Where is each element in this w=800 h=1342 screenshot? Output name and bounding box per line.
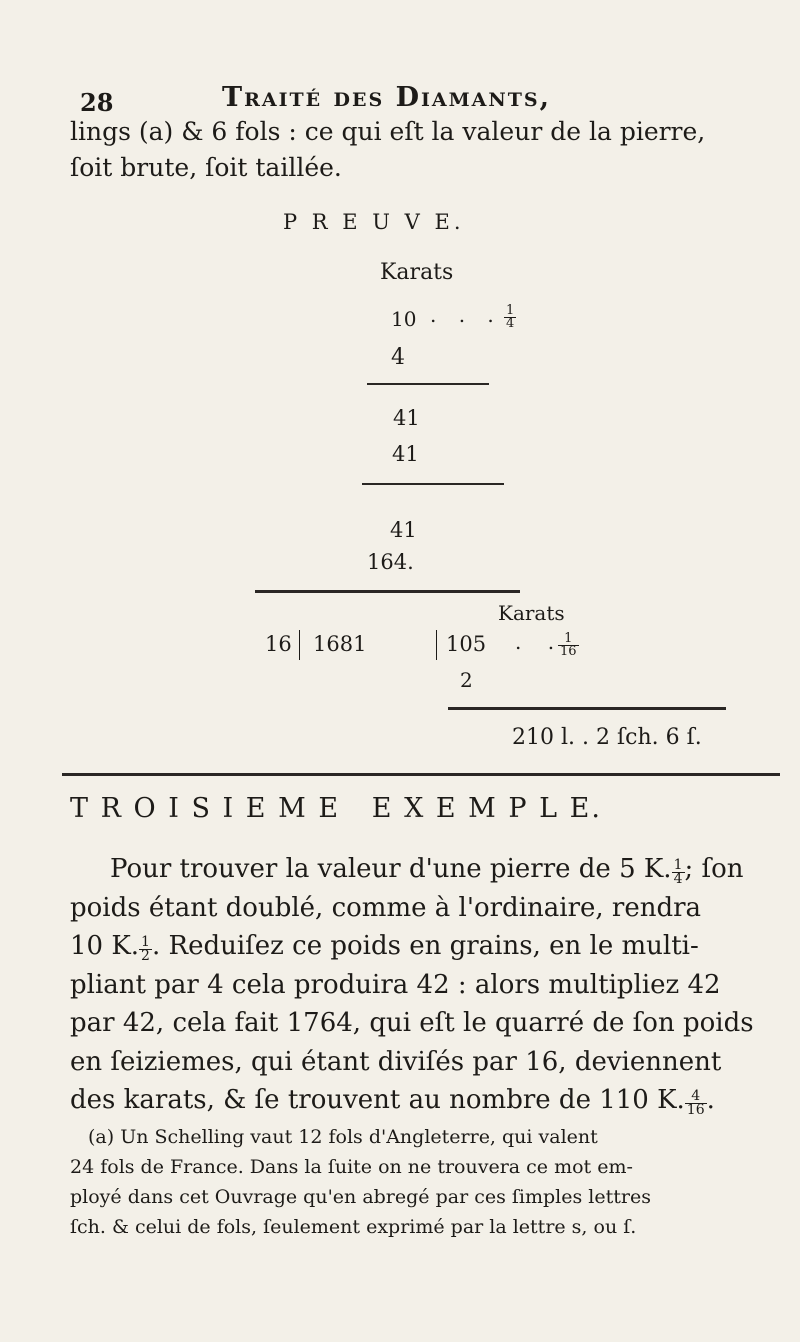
- intro-line-2: ſoit brute, ſoit taillée.: [70, 153, 342, 182]
- paragraph-line-2: poids étant doublé, comme à l'ordinaire, rendra: [70, 892, 702, 923]
- division-bar-2: [436, 630, 437, 660]
- paragraph-line-5: par 42, cela fait 1764, qui eſt le quarré de ſon poids: [70, 1008, 754, 1038]
- section-divider: [62, 773, 780, 776]
- calc-row1-fraction-num: 1: [506, 303, 515, 318]
- calc-rule-3: [255, 590, 520, 593]
- calc-rule-2: [362, 483, 504, 485]
- calc-result: 210 l. . 2 ſch. 6 ſ.: [512, 725, 702, 750]
- section-title: T R O I S I E M E E X E M P L E.: [70, 793, 602, 824]
- footnote: [70, 1122, 760, 1242]
- division-fraction: [558, 633, 579, 658]
- calc-line-164: 164.: [367, 550, 414, 574]
- footnote-line-1: (a) Un Schelling vaut 12 fols d'Angleterre, qui valent: [88, 1126, 598, 1148]
- calc-row1-value: 10: [391, 307, 417, 331]
- division-fraction-den: 16: [560, 644, 577, 659]
- example-paragraph: [70, 850, 760, 1120]
- paragraph-line-1-a: Pour trouver la valeur d'une pierre de 5 K.: [110, 854, 672, 884]
- intro-line-1: lings (a) & 6 fols : ce qui eſt la valeur de la pierre,: [70, 117, 706, 146]
- paragraph-line-7-fraction-den: 16: [686, 1102, 705, 1118]
- division-fraction-num: 1: [558, 633, 579, 646]
- paragraph-line-1: [70, 850, 760, 889]
- paragraph-line-1-fraction: [672, 859, 685, 886]
- paragraph-line-7-a: des karats, & ſe trouvent au nombre de 110 K.: [70, 1085, 685, 1115]
- paragraph-line-7-b: .: [706, 1085, 715, 1115]
- paragraph-line-3: [70, 927, 760, 966]
- footnote-line-4: ſch. & celui de fols, ſeulement exprimé par la lettre s, ou ſ.: [70, 1216, 637, 1238]
- calc-rule-4: [448, 707, 726, 710]
- page-number: 28: [80, 88, 114, 117]
- paragraph-line-1-b: ; ſon: [684, 854, 744, 884]
- division-dots: . .: [515, 630, 565, 654]
- division-remainder: 2: [460, 668, 473, 692]
- calc-line-41b: 41: [392, 442, 419, 466]
- paragraph-line-3-fraction-num: 1: [141, 934, 150, 950]
- calc-row1-fraction: [504, 305, 516, 330]
- paragraph-line-4: pliant par 4 cela produira 42 : alors multipliez 42: [70, 969, 721, 1000]
- paragraph-line-7: [70, 1081, 760, 1120]
- running-title: Traité des Diamants,: [222, 82, 552, 113]
- division-bar-1: [299, 630, 300, 660]
- paragraph-line-3-fraction-den: 2: [141, 948, 150, 964]
- calc-line-41c: 41: [390, 518, 417, 542]
- paragraph-line-1-fraction-num: 1: [673, 857, 683, 873]
- division-divisor: 16: [265, 632, 292, 656]
- paragraph-line-6: en ſeiziemes, qui étant diviſés par 16, deviennent: [70, 1046, 722, 1077]
- footnote-line-3: ployé dans cet Ouvrage qu'en abregé par ces ſimples lettres: [70, 1186, 651, 1208]
- preuve-heading: P R E U V E.: [283, 210, 465, 234]
- paragraph-line-7-fraction: [685, 1090, 707, 1117]
- calc-row1-dots: . . .: [430, 303, 502, 327]
- calc-line-41a: 41: [393, 406, 420, 430]
- paragraph-line-3-a: 10 K.: [70, 931, 140, 961]
- division-quotient: 105: [446, 632, 487, 656]
- karats-label: Karats: [380, 260, 454, 285]
- calc-row2-value: 4: [391, 345, 405, 370]
- division-dividend: 1681: [313, 632, 367, 656]
- paragraph-line-7-fraction-num: 4: [685, 1090, 707, 1104]
- footnote-line-2: 24 fols de France. Dans la ſuite on ne trouvera ce mot em-: [70, 1156, 633, 1178]
- karats-label-2: Karats: [498, 601, 565, 625]
- paragraph-line-3-fraction: [139, 936, 152, 963]
- paragraph-line-3-b: . Reduiſez ce poids en grains, en le multi-: [151, 931, 699, 961]
- calc-row1-fraction-den: 4: [506, 316, 515, 331]
- calc-rule-1: [367, 383, 489, 385]
- paragraph-line-1-fraction-den: 4: [673, 871, 683, 887]
